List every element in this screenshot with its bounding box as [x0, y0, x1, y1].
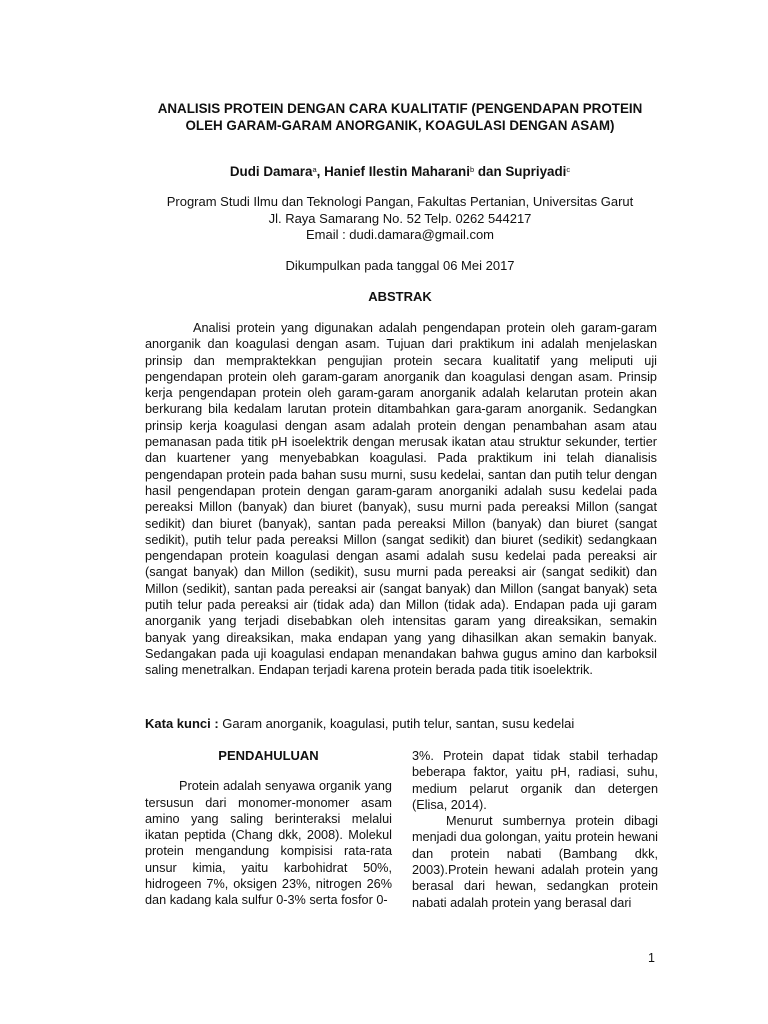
intro-paragraph-continued: 3%. Protein dapat tidak stabil terhadap beberapa faktor, yaitu pH, radiasi, suhu, medium pelarut organik dan detergen (Elisa, 2014). [412, 749, 658, 812]
keywords-label: Kata kunci : [145, 716, 219, 731]
affiliation-institution: Program Studi Ilmu dan Teknologi Pangan, Fakultas Pertanian, Universitas Garut [166, 194, 634, 209]
author-affiliation-mark: a [312, 165, 317, 174]
author-affiliation-mark: c [566, 165, 571, 174]
right-column [412, 748, 658, 911]
page-number: 1 [648, 951, 655, 965]
paper-title: ANALISIS PROTEIN DENGAN CARA KUALITATIF (PENGENDAPAN PROTEIN OLEH GARAM-GARAM ANORGANIK, KOAGULASI DENGAN ASAM) [157, 101, 643, 133]
abstract-text: Analisi protein yang digunakan adalah pengendapan protein oleh garam-garam anorganik dan koagulasi dengan asam. Tujuan dari praktikum ini adalah menjelaskan prinsip dan mempraktekkan pengujian protein secara kualitatif yang meliputi uji pengendapan protein oleh garam-garam anorganik dan koagulasi dengan asam. Prinsip kerja pengendapan protein oleh garam-garam anorganik adalah kelarutan protein akan berkurang bila kedalam larutan protein ditambahkan gara-garam anorganik. Sedangkan prinsip kerja koagulasi dengan asam adalah protein dengan penambahan asam atau pemanasan pada titik pH isoelektrik dengan merusak ikatan atau struktur sekunder, tertier dan kuartener yang menyebabkan koagulasi. Pada praktikum ini telah dianalisis pengendapan protein pada bahan susu murni, susu kedelai, santan dan putih telur dengan hasil pengendapan protein dengan garam-garam anorganiki adalah susu kedelai pada pereaksi Millon (banyak) dan biuret (banyak), susu murni pada pereaksi Millon (sangat sedikit) dan biuret (banyak), santan pada pereaksi Millon (banyak) dan biuret (sangat sedikit), putih telur pada pereaksi Millon (sangat sedikit) dan biuret (sedikit) sedangkaan pengendapan protein koagulasi dengan asami adalah susu kedelai pada pereaksi air (sangat banyak) dan Millon (sedikit), susu murni pada pereaksi air (sangat sedikit) dan Millon (sedikit), santan pada pereaksi air (sangat banyak) dan Millon (sangat banyak) seta putih telur pada pereaksi air (tidak ada) dan Millon (tidak ada). Endapan pada uji garam anorganik yang terjadi disebabkan oleh intensitas garam yang direaksikan, semakin banyak yang direaksikan, maka endapan yang yang dihasilkan akan semakin banyak. Sedangakan pada uji koagulasi endapan menandakan bahwa gugus amino dan karboksil saling menetralkan. Endapan terjadi karena protein berada pada titik isoelektrik. [145, 321, 657, 678]
abstract-heading: ABSTRAK [368, 289, 432, 304]
affiliation-address: Jl. Raya Samarang No. 52 Telp. 0262 544217 [268, 210, 532, 226]
author-name: Hanief Ilestin Maharani [324, 164, 470, 179]
affiliation-email: Email : dudi.damara@gmail.com [305, 227, 495, 242]
intro-heading: PENDAHULUAN [218, 748, 319, 763]
author-list [100, 163, 700, 180]
author-affiliation-mark: b [469, 165, 475, 174]
author-separator: , [316, 164, 325, 179]
left-column [145, 748, 392, 909]
intro-paragraph: Protein adalah senyawa organik yang tersusun dari monomer-monomer asam amino yang saling berinteraksi melalui ikatan peptida (Chang dkk, 2008). Molekul protein mengandung kompisisi rata-rata unsur kimia, yaitu karbohidrat 50%, hidrogeen 7%, oksigen 23%, nitrogen 26% dan kadang kala sulfur 0-3% serta fosfor 0- [145, 779, 392, 908]
intro-paragraph: Menurut sumbernya protein dibagi menjadi dua golongan, yaitu protein hewani dan protein nabati (Bambang dkk, 2003).Protein hewani adalah protein yang berasal dari hewan, sedangkan protein nabati adalah protein yang berasal dari [412, 814, 658, 910]
keywords-line [145, 716, 665, 731]
keywords-text: Garam anorganik, koagulasi, putih telur, santan, susu kedelai [218, 716, 575, 731]
author-name: Dudi Damara [229, 164, 313, 179]
author-name: Supriyadi [505, 164, 567, 179]
author-separator: dan [474, 164, 506, 179]
submission-date: Dikumpulkan pada tanggal 06 Mei 2017 [285, 258, 515, 273]
affiliation-block [100, 194, 700, 244]
